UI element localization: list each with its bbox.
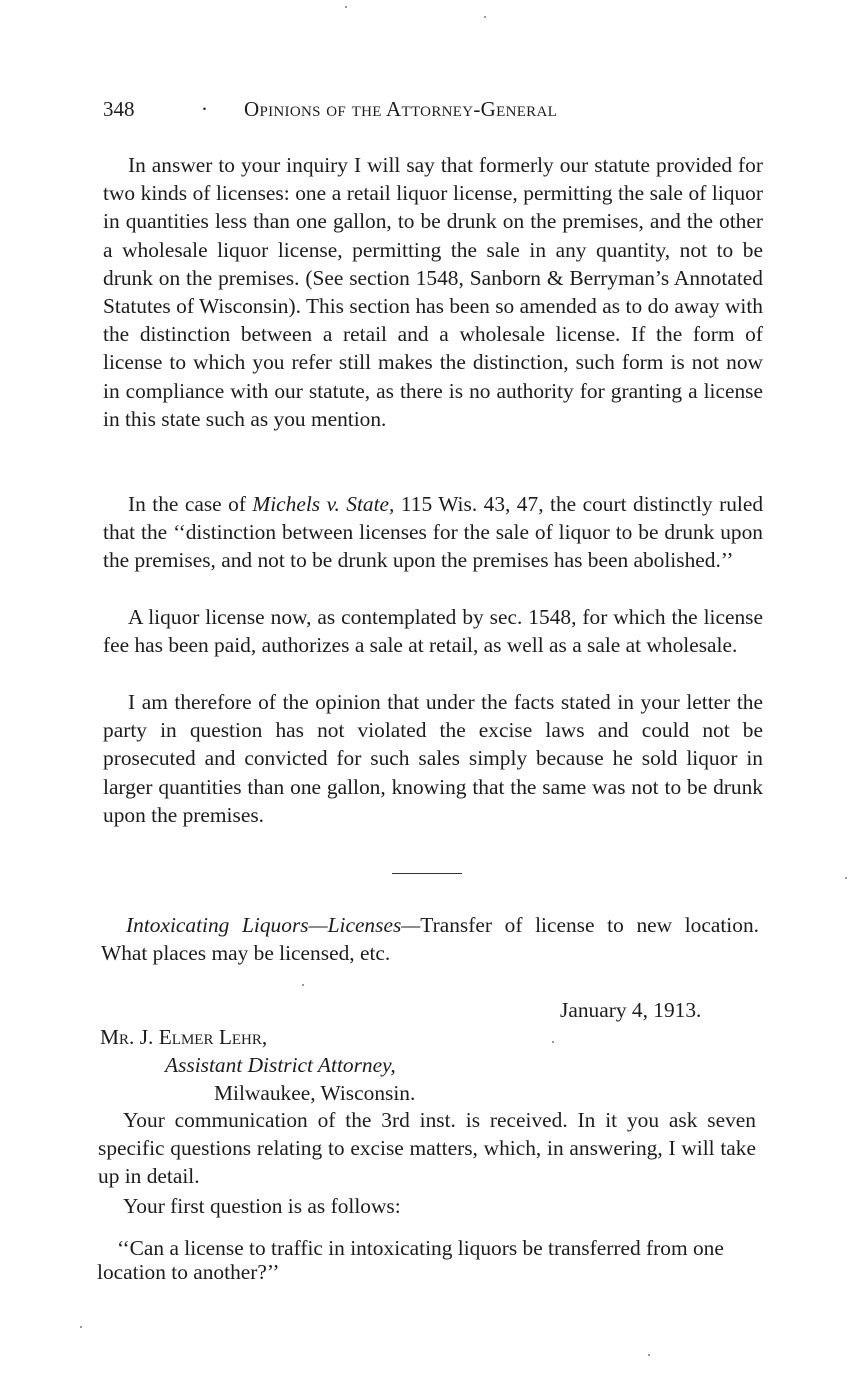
section-divider [392, 873, 462, 874]
paper-speck [80, 1326, 82, 1328]
paper-speck [345, 6, 347, 8]
paper-speck [845, 877, 847, 879]
paragraph-license-kinds: In answer to your inquiry I will say that formerly our statute provided for two kinds of licenses: one a retail liquor license, permitting the sale of liquor in quantities less than one gallon, to be drunk on the premises, and the other a wholesale liquor license, permitting the sale in any quantity, not to be drunk on the premises. (See section 1548, Sanborn & Berryman’s Annotated Statutes of Wisconsin). This section has been so amended as to do away with the distinction between a retail and a wholesale license. If the form of license to which you refer still makes the distinction, such form is not now in compliance with our statute, as there is no authority for granting a license in this state such as you mention. [103, 153, 763, 431]
paper-speck [552, 1041, 554, 1043]
syllabus-text: Transfer of license to new location. What places may be licensed, etc. [101, 913, 759, 966]
paper-speck [648, 1354, 650, 1356]
page-number: 348 [103, 97, 135, 121]
addressee-title: Assistant District Attorney, [165, 1053, 396, 1077]
syllabus-topic: Intoxicating Liquors—Licenses— [126, 913, 421, 937]
running-head [103, 94, 763, 124]
syllabus [101, 911, 759, 967]
letter-date: January 4, 1913. [560, 998, 702, 1022]
paragraph-first-question: Your first question is as follows: [123, 1194, 401, 1218]
paragraph-conclusion: I am therefore of the opinion that under the facts stated in your letter the party in question has not violated the excise laws and could not be prosecuted and convicted for such sales simply because he sold liquor in larger quantities than one gallon, knowing that the same was not to be drunk upon the premises. [103, 690, 763, 827]
running-head-title: Opinions of the Attorney-General [244, 97, 558, 121]
case-ruling-text: 115 Wis. 43, 47, the court distinctly ruled that the ‘‘distinction between licenses for the sale of liquor to be drunk upon the premises, and not to be drunk upon the premises has been abolished.’’ [103, 492, 764, 573]
case-intro-text: In the case of [128, 492, 253, 516]
paragraph-case-citation [103, 490, 763, 575]
case-name: Michels v. State, [252, 492, 395, 516]
paper-speck [484, 16, 486, 18]
addressee-name: Mr. J. Elmer Lehr, [100, 1025, 268, 1049]
addressee-city: Milwaukee, Wisconsin. [214, 1081, 416, 1105]
paper-speck [302, 984, 304, 986]
paragraph-liquor-license-now: A liquor license now, as contemplated by sec. 1548, for which the license fee has been paid, authorizes a sale at retail, as well as a sale at wholesale. [103, 605, 763, 658]
paragraph-communication: Your communication of the 3rd inst. is received. In it you ask seven specific questions relating to excise matters, which, in answering, I will take up in detail. [98, 1108, 756, 1189]
quoted-question: ‘‘Can a license to traffic in intoxicating liquors be transferred from one location to another?’’ [97, 1236, 724, 1284]
running-head-separator: · [201, 97, 208, 121]
